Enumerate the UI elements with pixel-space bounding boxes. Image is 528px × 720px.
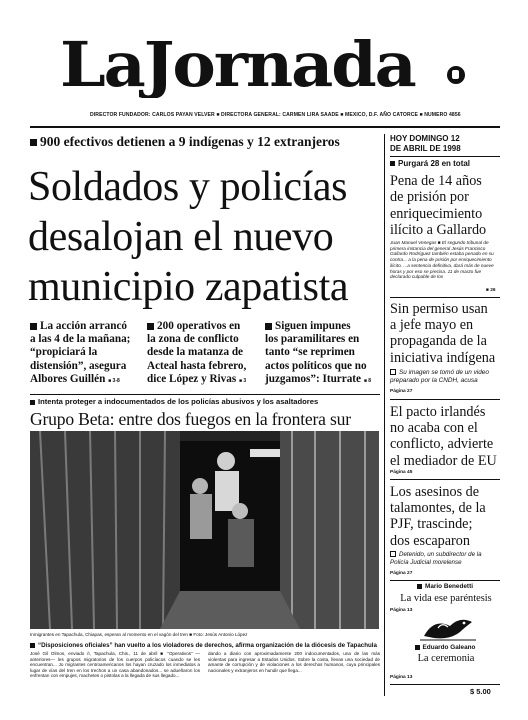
main-headline-line1: Soldados y policías (28, 164, 348, 210)
story2-line3: propaganda de la (390, 333, 487, 350)
story5-title: La vida ese paréntesis (400, 593, 492, 604)
story4-ref: Página 27 (390, 571, 413, 576)
bullet-square-icon (265, 323, 272, 330)
cartoon-illustration (420, 614, 476, 642)
story1-headline (390, 173, 502, 239)
story1-line1: Pena de 14 años (390, 173, 482, 189)
story5-author-text: Mario Benedetti (425, 583, 473, 590)
sidebar-rule-3 (390, 479, 500, 480)
story4-sub-line2: Policía Judicial morelense (390, 559, 462, 566)
subitem-3-line4: actos políticos que no (265, 359, 367, 372)
date-line-2: DE ABRIL DE 1998 (390, 143, 461, 153)
subitem-2-ref: ■ 3 (238, 377, 247, 384)
subitem-1-ref: ■ 3-8 (108, 377, 120, 384)
logo (60, 28, 460, 98)
story3-ref: Página 45 (390, 470, 413, 475)
price: $ 5.00 (470, 687, 491, 696)
masthead (30, 28, 500, 126)
body-col-2: dando a diario con aproximadamente 200 indocumentados, una de las más violentas para ingresar a Estados Unidos. Sobre la costa, llevan una sociedad de amante de corrupción y de violaciones a los derechos humanos, cuya principales nacionales y extranjeros en hundir que llega... (208, 651, 380, 673)
date-line-1: HOY DOMINGO 12 (390, 134, 460, 143)
subitem-3-line5: juzgamos”: Iturrate (265, 372, 362, 385)
bullet-square-icon (415, 645, 420, 650)
sidebar-rule-4 (390, 580, 500, 581)
bullet-square-icon (30, 139, 37, 146)
bullet-square-icon (30, 323, 37, 330)
intent-line (30, 397, 380, 406)
subitem-2-line2: la zona de conflicto (147, 333, 239, 346)
subitem-1-line5: Albores Guillén (30, 372, 106, 385)
story3-headline (390, 404, 502, 469)
subitem-1-line3: “propiciará la (30, 346, 98, 359)
story5-ref: Página 13 (390, 608, 413, 613)
kicker-text: 900 efectivos detienen a 9 indígenas y 12 extranjeros (40, 134, 340, 149)
subitem-3-line2: los paramilitares en (265, 333, 360, 346)
intent-line-text: Intenta proteger a indocumentados de los policías abusivos y los asaltadores (38, 397, 319, 406)
sidebar-rule-1 (390, 297, 500, 298)
bullet-square-icon (30, 643, 35, 648)
photo-subhead (30, 642, 382, 649)
story2-sub (390, 369, 502, 385)
story2-sub-line1: Su imagen se tomó de un video (399, 369, 489, 376)
main-headline-line3: municipio zapatista (28, 264, 349, 310)
sidebar-rule-2 (390, 399, 500, 400)
subitem-2-line4: Acteal hasta febrero, (147, 359, 247, 372)
story6-author-text: Eduardo Galeano (422, 644, 476, 651)
logo-wordmark (60, 28, 460, 98)
story1-body: Juan Manuel Venegas ■ El segundo tribunal de primera instancia del general Jesús Francisco Gallardo Rodríguez también estaba penado en su contra... a la pena de prisión por enriquecimiento ilícito. ...a sentencia definitiva, dará más de nueve horas y por eso se precisa. 11 de marzo fue declarado culpable de los (390, 240, 494, 280)
staff-line: DIRECTOR FUNDADOR: CARLOS PAYAN VELVER ■ DIRECTORA GENERAL: CARMEN LIRA SAADE ■ MEXICO, D.F. AÑO CATORCE ■ NUMERO 4856 (90, 112, 461, 118)
story2-sub-line2: preparado por la CNDH, acusa (390, 377, 478, 384)
train-migrants-illustration (30, 431, 379, 629)
news-photo (30, 431, 379, 629)
bullet-square-icon (390, 369, 396, 375)
story3-line4: el mediador de EU (390, 452, 497, 469)
photo-subhead-text: “Disposiciones oficiales” han vuelto a los violadores de derechos, afirma organización de la diócesis de Tapachula (38, 642, 377, 649)
masthead-rule (30, 126, 500, 128)
story4-line4: dos escaparon (390, 532, 470, 549)
story4-line3: PJF, trascinde; (390, 516, 473, 533)
sidebar-rule-5 (390, 684, 500, 685)
subitem-2-line5: dice López y Rivas (147, 372, 237, 385)
story2-headline (390, 301, 502, 366)
story3-line1: El pacto irlandés (390, 404, 486, 420)
bullet-square-icon (390, 161, 395, 166)
story2-ref: Página 27 (390, 389, 413, 394)
purgara-text: Purgará 28 en total (398, 159, 471, 168)
story2-line2: a jefe mayo en (390, 317, 474, 334)
story1-line4: ilícito a Gallardo (390, 222, 487, 239)
bullet-square-icon (417, 584, 422, 589)
section-rule (30, 394, 380, 395)
story4-line2: talamontes, de la (390, 500, 486, 517)
story1-ref: ■ 26 (486, 288, 496, 293)
story3-line2: no acaba con el (390, 420, 478, 437)
story4-sub-line1: Detenido, un subdirector de la (399, 551, 482, 558)
story2-line4: iniciativa indígena (390, 349, 496, 366)
logo-text: LaJornada (60, 28, 415, 98)
subitem-3-line3: tanto “se reprimen (265, 346, 355, 359)
photo-caption: Inmigrantes en Tapachula, Chiapas, esperan al momento en el vagón del tren ■ Foto: Jesús Antonio López (30, 632, 248, 637)
purgara-line (390, 159, 500, 168)
subitem-1-line4: distensión”, asegura (30, 359, 127, 372)
bullet-square-icon (147, 323, 154, 330)
bird-cartoon-icon (420, 614, 476, 642)
story5-author (390, 583, 500, 590)
subitem-3 (265, 320, 381, 388)
story3-line3: conflicto, advierte (390, 436, 494, 453)
date-box (390, 134, 500, 153)
story4-line1: Los asesinos de (390, 484, 480, 500)
subitem-3-line1: Siguen impunes (275, 320, 351, 332)
sidebar-divider (384, 134, 385, 696)
story4-sub (390, 551, 502, 567)
story6-title: La ceremonia (417, 653, 475, 664)
subitem-1-line2: a las 4 de la mañana; (30, 333, 131, 346)
bullet-square-icon (30, 400, 35, 405)
beta-headline: Grupo Beta: entre dos fuegos en la frontera sur (30, 409, 351, 429)
logo-emblem-icon (447, 66, 465, 84)
story2-line1: Sin permiso usan (390, 301, 488, 317)
body-col-1: José Gil Olmos, enviado /I, Tapachula, Chis., 11 de abril ■ “Operativos” —anteriores— les grupos migratorios de los cuerpos policíacos cuando se les encuentran... Jo migrantes centroamericanos los hayan cruzado los inmediatos a lugar de vías del tren en los trechos a un casa abandonados... se adueñaron los enfrentan con empujes, machetes o pistolas a la llegada de sus llegado... (30, 651, 200, 679)
story1-line3: enriquecimiento (390, 205, 483, 222)
bullet-square-icon (390, 551, 396, 557)
subitem-2 (147, 320, 259, 388)
story4-headline (390, 484, 502, 549)
main-headline-line2: desalojan el nuevo (28, 214, 334, 260)
story1-line2: de prisión por (390, 189, 469, 206)
date-rule (390, 156, 500, 157)
subitem-1-line1: La acción arrancó (40, 320, 127, 332)
subitem-2-line1: 200 operativos en (157, 320, 241, 332)
subitem-2-line3: desde la matanza de (147, 346, 244, 359)
main-headline (28, 162, 380, 312)
subitem-3-ref: ■ 8 (363, 377, 372, 384)
story6-author (390, 644, 500, 651)
subitem-1 (30, 320, 142, 388)
story6-ref: Página 13 (390, 675, 413, 680)
kicker (30, 134, 380, 150)
